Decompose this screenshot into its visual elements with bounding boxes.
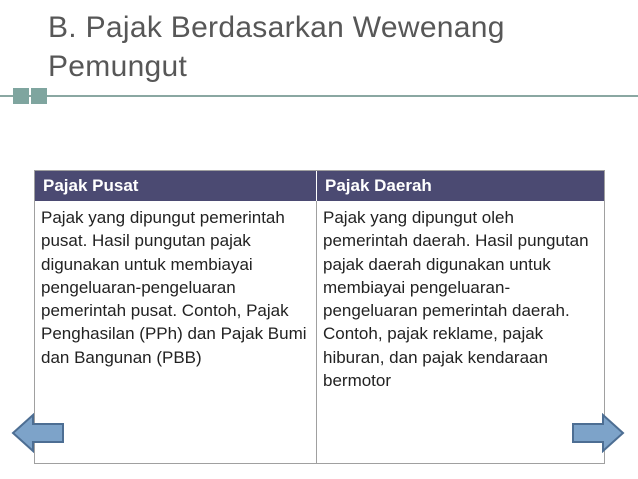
right-arrow-icon[interactable] (571, 413, 625, 453)
tax-comparison-table (34, 170, 605, 464)
slide-title-line-2: Pemungut (48, 50, 188, 83)
cell-pajak-daerah-description: Pajak yang dipungut oleh pemerintah daerah. Hasil pungutan pajak daerah digunakan untuk membiayai pengeluaran-pengeluaran pemerintah daerah. Contoh, pajak reklame, pajak hiburan, dan pajak kendaraan bermotor (323, 208, 589, 391)
cell-pajak-pusat-description: Pajak yang dipungut pemerintah pusat. Hasil pungutan pajak digunakan untuk membiayai pengeluaran-pengeluaran pemerintah pusat. Contoh, Pajak Penghasilan (PPh) dan Pajak Bumi dan Bangunan (PBB) (35, 201, 317, 463)
slide-title-line-1: B. Pajak Berdasarkan Wewenang (48, 11, 505, 44)
table-header-row (35, 171, 604, 201)
header-pajak-pusat: Pajak Pusat (35, 171, 317, 201)
title-divider (0, 95, 638, 97)
left-arrow-icon[interactable] (11, 413, 65, 453)
divider-square-right (31, 88, 47, 104)
table-row (35, 201, 604, 463)
header-pajak-daerah: Pajak Daerah (325, 176, 432, 195)
slide-title (48, 8, 628, 86)
divider-square-left (13, 88, 29, 104)
